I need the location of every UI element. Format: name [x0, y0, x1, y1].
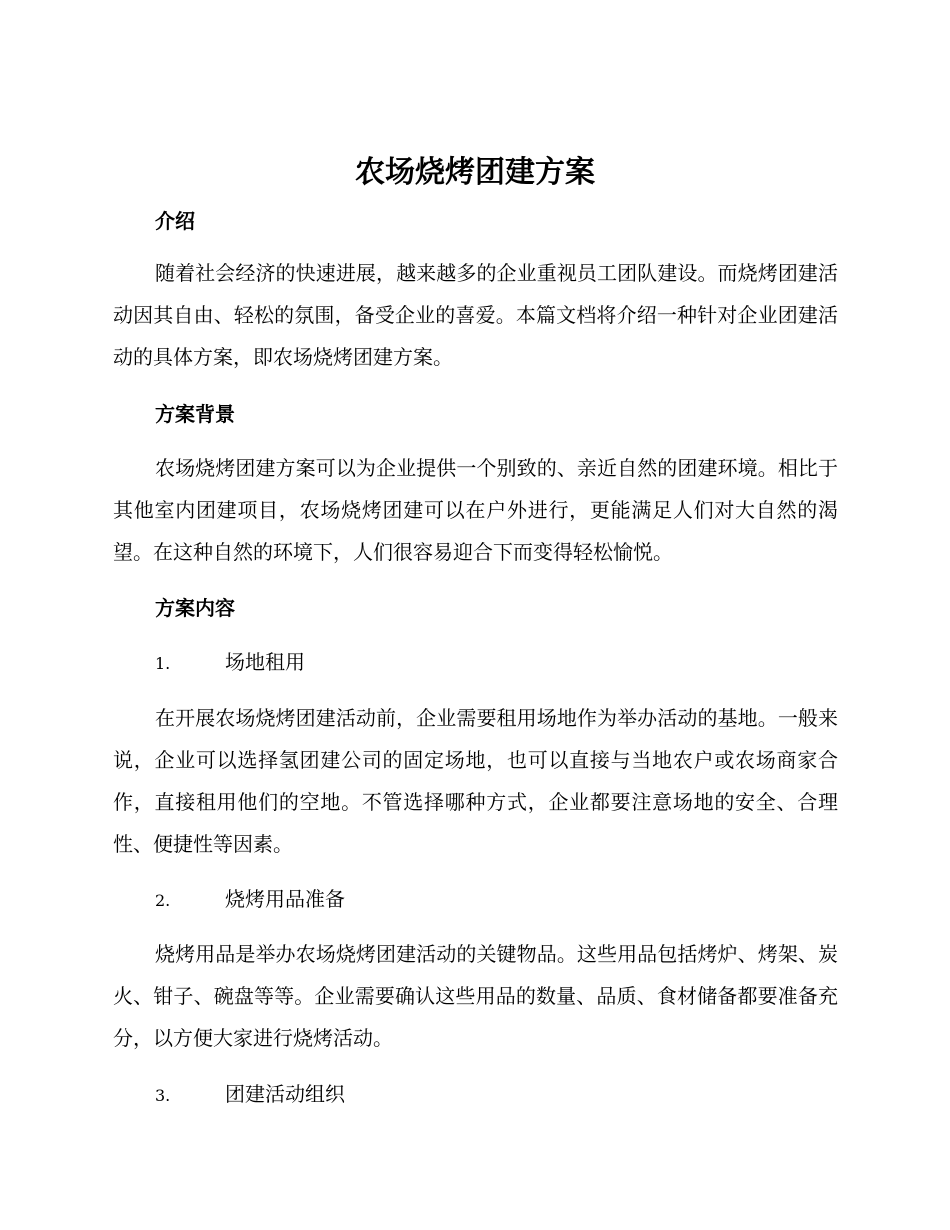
section-heading-background: 方案背景	[155, 402, 235, 426]
list-item-label: 场地租用	[225, 650, 305, 674]
paragraph-item-1: 在开展农场烧烤团建活动前，企业需要租用场地作为举办活动的基地。一般来说，企业可以选择氢团建公司的固定场地，也可以直接与当地农户或农场商家合作，直接租用他们的空地。不管选择哪种方式，企业都要注意场地的安全、合理性、便捷性等因素。	[113, 706, 838, 856]
list-item-number: 2.	[155, 891, 171, 910]
list-item-label: 烧烤用品准备	[225, 887, 345, 911]
list-item-number: 3.	[155, 1086, 171, 1105]
document-title: 农场烧烤团建方案	[355, 155, 595, 190]
list-item-3	[155, 1080, 345, 1110]
section-heading-content: 方案内容	[155, 596, 235, 620]
list-item-number: 1.	[155, 654, 171, 673]
paragraph-intro: 随着社会经济的快速进展，越来越多的企业重视员工团队建设。而烧烤团建活动因其自由、轻松的氛围，备受企业的喜爱。本篇文档将介绍一种针对企业团建活动的具体方案，即农场烧烤团建方案。	[113, 261, 838, 369]
list-item-1	[155, 648, 305, 678]
list-item-2	[155, 885, 345, 915]
list-item-label: 团建活动组织	[225, 1082, 345, 1106]
paragraph-item-2: 烧烤用品是举办农场烧烤团建活动的关键物品。这些用品包括烤炉、烤架、炭火、钳子、碗盘等等。企业需要确认这些用品的数量、品质、食材储备都要准备充分，以方便大家进行烧烤活动。	[113, 942, 838, 1050]
paragraph-background: 农场烧烤团建方案可以为企业提供一个别致的、亲近自然的团建环境。相比于其他室内团建项目，农场烧烤团建可以在户外进行，更能满足人们对大自然的渴望。在这种自然的环境下，人们很容易迎合下而变得轻松愉悦。	[113, 456, 838, 564]
section-heading-intro: 介绍	[155, 209, 195, 233]
